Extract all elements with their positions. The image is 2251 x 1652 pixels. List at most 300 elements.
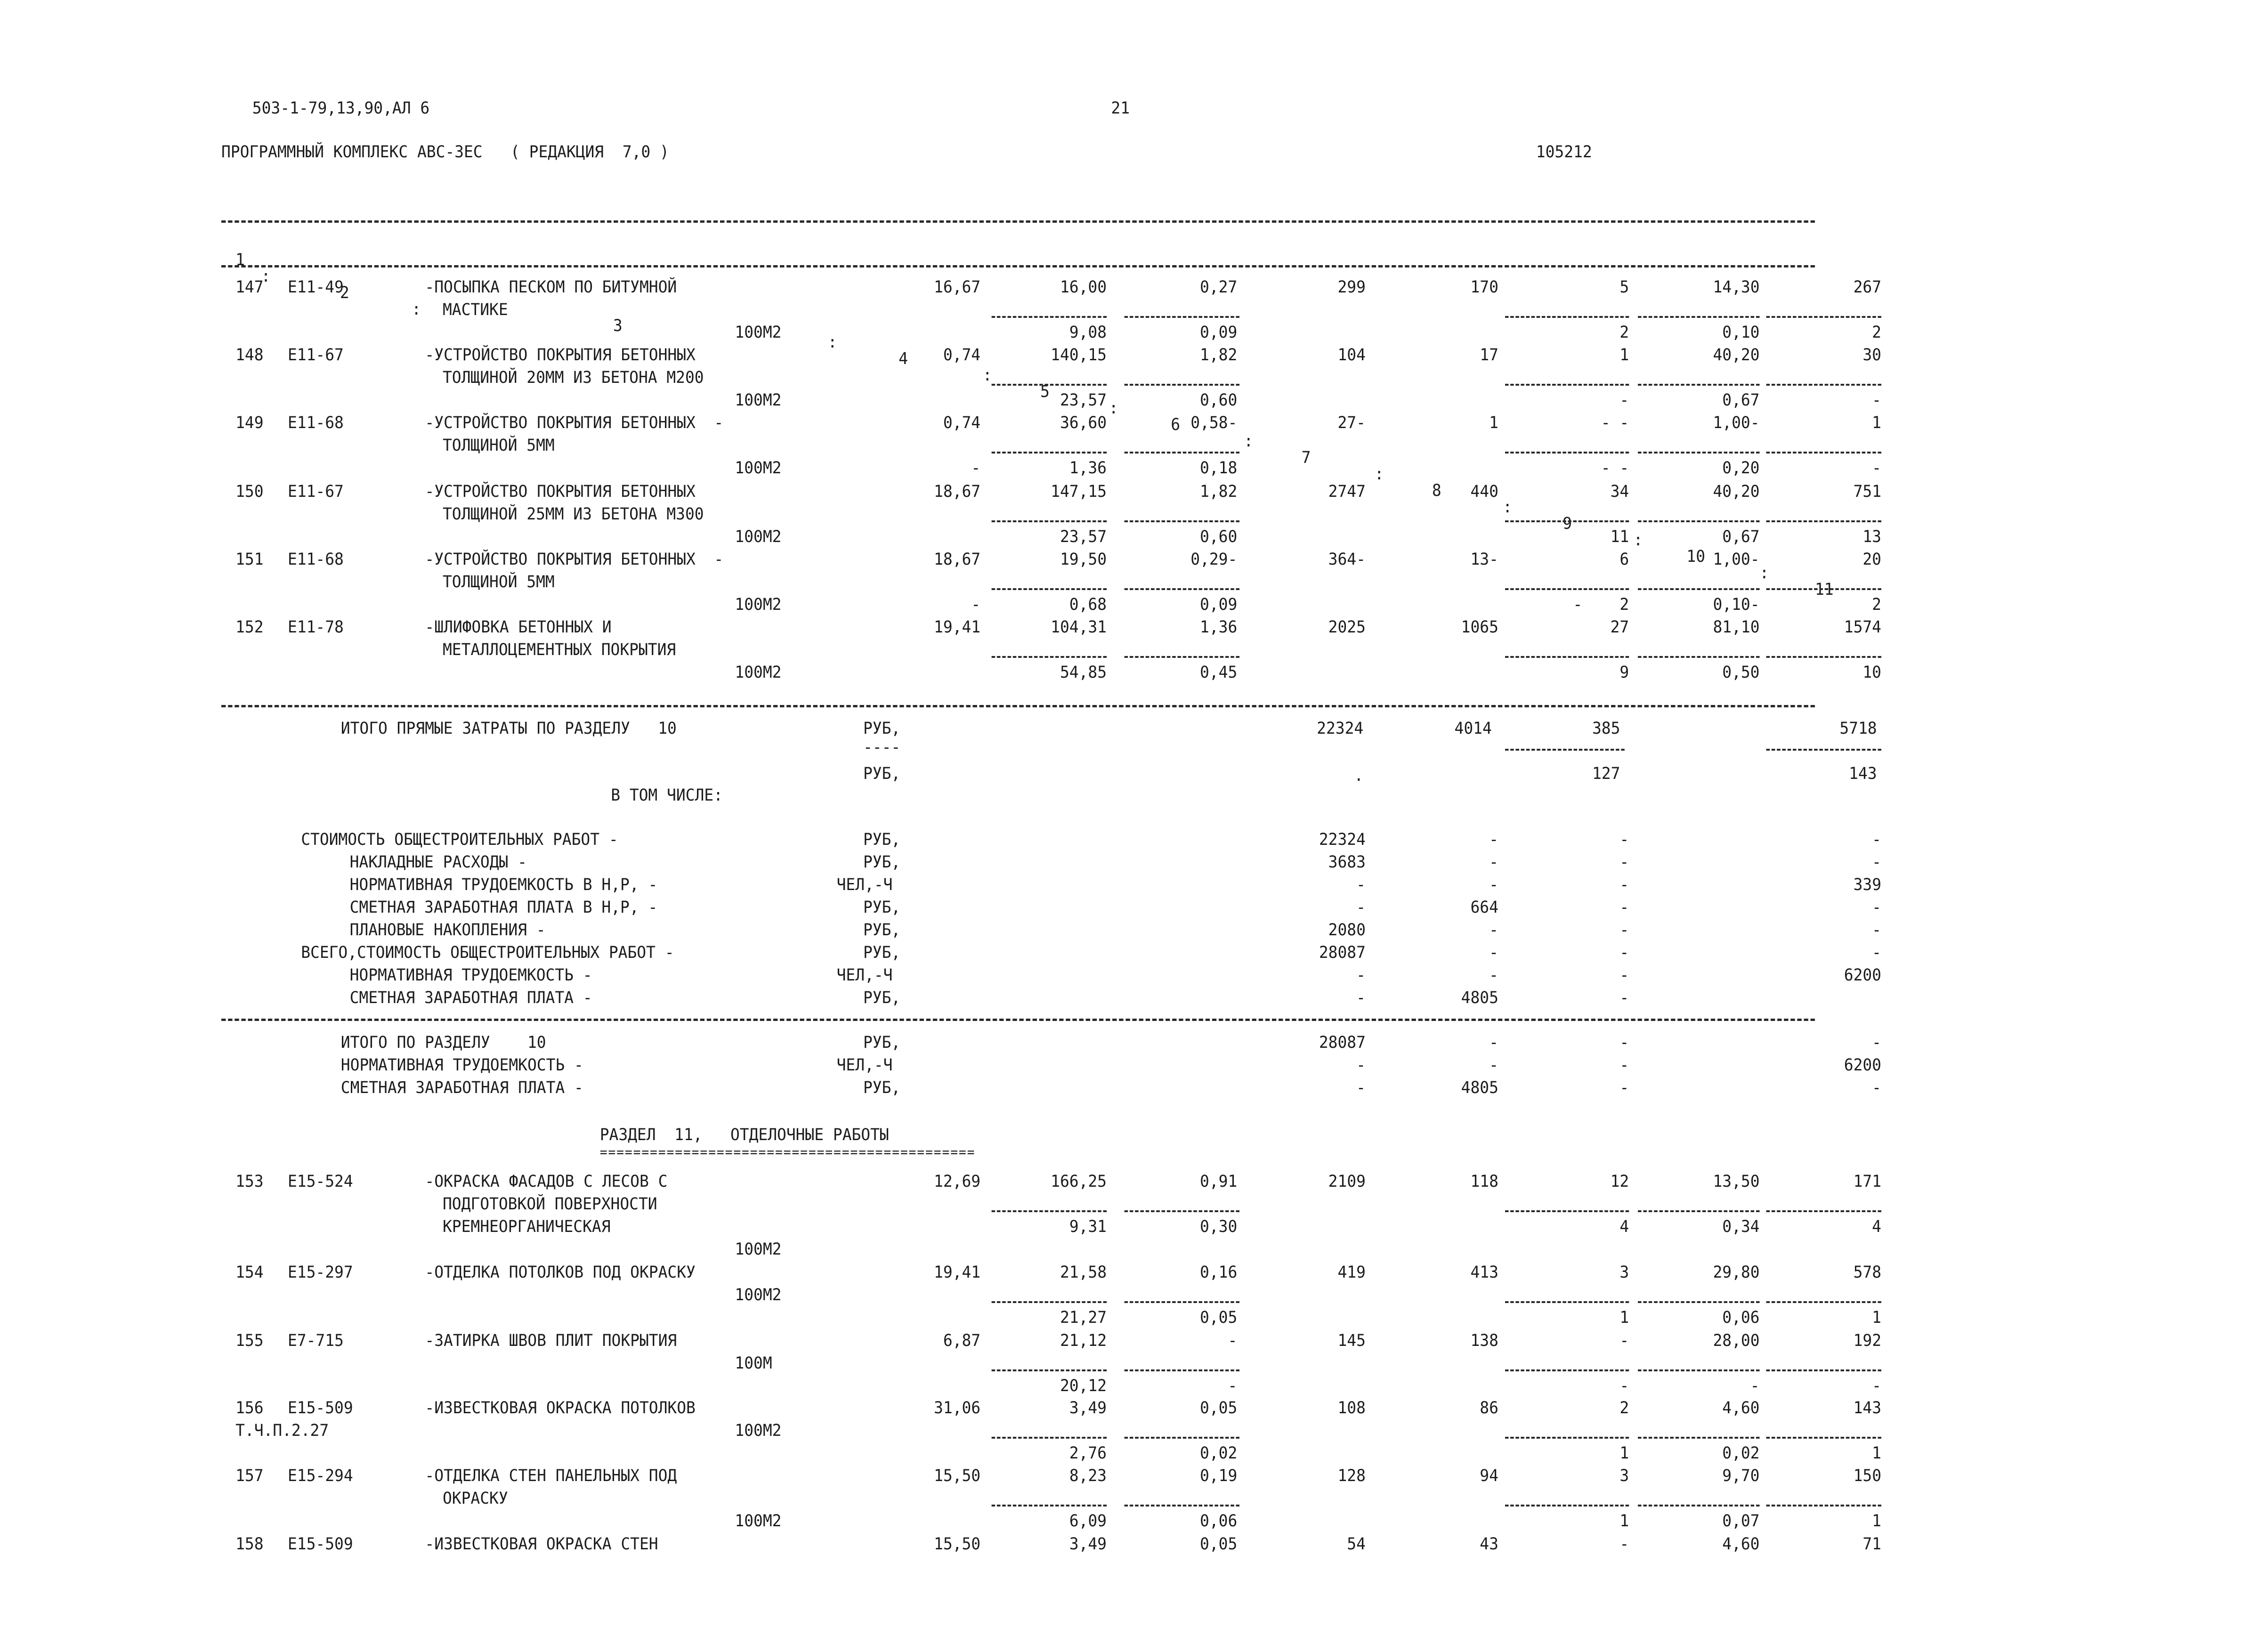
- cell-c10b: 0,50: [1722, 663, 1760, 682]
- col-sep: :: [1374, 465, 1384, 484]
- cell-c11b: -: [1872, 391, 1881, 410]
- cell-c7: 54: [1347, 1535, 1366, 1554]
- cell-c4: 6,87: [943, 1331, 981, 1350]
- cell-c5: 21,12: [1060, 1331, 1107, 1350]
- cell-c11: 20: [1862, 550, 1881, 569]
- section-11-underline: =============================================: [599, 1144, 976, 1160]
- including-title: В ТОМ ЧИСЛЕ:: [611, 786, 723, 805]
- cell-c9b: - 2: [1573, 595, 1629, 614]
- col-sep: :: [1633, 531, 1643, 550]
- breakdown-unit: РУБ,: [863, 830, 901, 849]
- row-description-2: ОКРАСКУ: [443, 1489, 508, 1508]
- cell-c11-divider: [1766, 1437, 1881, 1439]
- total-direct-c11b: 143: [1849, 764, 1877, 783]
- cell-c5: 21,58: [1060, 1263, 1107, 1282]
- cell-c9: 5: [1619, 278, 1629, 297]
- cell-c5b: 54,85: [1060, 663, 1107, 682]
- cell-c9b: 9: [1619, 663, 1629, 682]
- cell-c5-divider: [992, 1210, 1107, 1212]
- cell-c7: 27-: [1337, 413, 1366, 432]
- cell-c11: 578: [1853, 1263, 1881, 1282]
- row-code: Е11-68: [288, 550, 344, 569]
- row-description-2: МЕТАЛЛОЦЕМЕНТНЫХ ПОКРЫТИЯ: [443, 640, 676, 659]
- total-direct-c9: 385: [1592, 719, 1620, 738]
- breakdown-c11: -: [1872, 898, 1881, 917]
- breakdown-unit: РУБ,: [863, 853, 901, 872]
- cell-c5-divider: [992, 1301, 1107, 1303]
- row-description: -УСТРОЙСТВО ПОКРЫТИЯ БЕТОННЫХ -: [425, 413, 724, 432]
- cell-c11b: 1: [1872, 1512, 1881, 1531]
- cell-c9: 3: [1619, 1466, 1629, 1485]
- total-direct-c8: 4014: [1454, 719, 1492, 738]
- row-description: -ПОСЫПКА ПЕСКОМ ПО БИТУМНОЙ: [425, 278, 677, 297]
- cell-c7: 2747: [1328, 482, 1366, 501]
- cell-c11b: 13: [1862, 527, 1881, 546]
- section-total-unit: РУБ,: [863, 1033, 901, 1052]
- cell-c10b: 0,34: [1722, 1217, 1760, 1236]
- breakdown-c8: 664: [1470, 898, 1498, 917]
- col-7: 7: [1301, 448, 1311, 467]
- section-total-c8: -: [1489, 1056, 1498, 1075]
- cell-c6: 0,05: [1200, 1399, 1238, 1417]
- cell-c11b: -: [1872, 459, 1881, 478]
- row-number: 157: [235, 1466, 264, 1485]
- breakdown-label: НАКЛАДНЫЕ РАСХОДЫ -: [349, 853, 527, 872]
- col-8: 8: [1432, 481, 1441, 500]
- breakdown-c7: 3683: [1328, 853, 1366, 872]
- section-total-c7: 28087: [1319, 1033, 1366, 1052]
- cell-c7: 104: [1337, 346, 1366, 364]
- cell-c11b: -: [1872, 1377, 1881, 1395]
- breakdown-c8: -: [1489, 830, 1498, 849]
- cell-c7: 2109: [1328, 1172, 1366, 1191]
- cell-c4: 31,06: [934, 1399, 981, 1417]
- cell-c6-divider: [1125, 1505, 1239, 1506]
- cell-c8: 94: [1480, 1466, 1498, 1485]
- cell-c10: 1,00-: [1713, 413, 1760, 432]
- cell-c9-divider: [1505, 1437, 1629, 1439]
- row-unit: 100М2: [735, 1512, 782, 1531]
- total-direct-dashes: ----: [863, 738, 901, 757]
- cell-c4b: -: [971, 459, 981, 478]
- cell-c8: 43: [1480, 1535, 1498, 1554]
- cell-c10b: -: [1750, 1377, 1760, 1395]
- cell-c7: 128: [1337, 1466, 1366, 1485]
- breakdown-c7: 22324: [1319, 830, 1366, 849]
- breakdown-c8: -: [1489, 943, 1498, 962]
- cell-c10: 4,60: [1722, 1399, 1760, 1417]
- row-description: -УСТРОЙСТВО ПОКРЫТИЯ БЕТОННЫХ: [425, 482, 696, 501]
- total-direct-c7b: .: [1354, 766, 1364, 785]
- cell-c6: 1,82: [1200, 482, 1238, 501]
- cell-c9b: -: [1619, 1377, 1629, 1395]
- row-description-2: ПОДГОТОВКОЙ ПОВЕРХНОСТИ: [443, 1195, 657, 1214]
- cell-c6-divider: [1125, 1369, 1239, 1371]
- cell-c10b: 0,10-: [1713, 595, 1760, 614]
- row-unit: 100М2: [735, 1286, 782, 1304]
- row-description-2: ТОЛЩИНОЙ 25ММ ИЗ БЕТОНА М300: [443, 505, 704, 524]
- section-total-c11: -: [1872, 1033, 1881, 1052]
- row-description: -ИЗВЕСТКОВАЯ ОКРАСКА СТЕН: [425, 1535, 658, 1554]
- cell-c11-divider: [1766, 1369, 1881, 1371]
- breakdown-c11: 6200: [1844, 966, 1881, 985]
- cell-c10b: 0,02: [1722, 1444, 1760, 1463]
- breakdown-c7: 2080: [1328, 921, 1366, 939]
- cell-c10-divider: [1638, 1369, 1760, 1371]
- cell-c9b: 1: [1619, 1308, 1629, 1327]
- row-description: -ОТДЕЛКА ПОТОЛКОВ ПОД ОКРАСКУ: [425, 1263, 696, 1282]
- row-description-2: МАСТИКЕ: [443, 300, 508, 319]
- cell-c5-divider: [992, 1505, 1107, 1506]
- section-total-c9: -: [1619, 1078, 1629, 1097]
- cell-c5: 19,50: [1060, 550, 1107, 569]
- cell-c9: -: [1619, 1331, 1629, 1350]
- section-total-c8: -: [1489, 1033, 1498, 1052]
- breakdown-c7: -: [1356, 898, 1366, 917]
- row-code: Е15-297: [288, 1263, 353, 1282]
- col-11: 11: [1815, 580, 1834, 599]
- col-sep: :: [261, 267, 271, 286]
- cell-c11-divider: [1766, 1210, 1881, 1212]
- cell-c6: 1,36: [1200, 618, 1238, 637]
- cell-c11: 192: [1853, 1331, 1881, 1350]
- cell-c5b: 9,08: [1069, 323, 1107, 342]
- cell-c10-divider: [1638, 1301, 1760, 1303]
- cell-c4: 15,50: [934, 1466, 981, 1485]
- row-number: 158: [235, 1535, 264, 1554]
- cell-c6b: -: [1228, 1377, 1238, 1395]
- cell-c5b: 21,27: [1060, 1308, 1107, 1327]
- row-description: -ОКРАСКА ФАСАДОВ С ЛЕСОВ С: [425, 1172, 668, 1191]
- row-number: 152: [235, 618, 264, 637]
- cell-c8: 1065: [1461, 618, 1498, 637]
- section-total-label: НОРМАТИВНАЯ ТРУДОЕМКОСТЬ -: [340, 1056, 583, 1075]
- cell-c9-divider: [1505, 1301, 1629, 1303]
- cell-c4: 18,67: [934, 482, 981, 501]
- col-sep: :: [982, 366, 992, 385]
- cell-c6: 0,16: [1200, 1263, 1238, 1282]
- row-description: -ОТДЕЛКА СТЕН ПАНЕЛЬНЫХ ПОД: [425, 1466, 677, 1485]
- breakdown-c11: -: [1872, 853, 1881, 872]
- row-code: Е15-524: [288, 1172, 353, 1191]
- cell-c9b: 1: [1619, 1444, 1629, 1463]
- doc-code: 503-1-79,13,90,АЛ 6: [252, 99, 430, 118]
- breakdown-c8: -: [1489, 966, 1498, 985]
- cell-c4: 15,50: [934, 1535, 981, 1554]
- breakdown-c7: -: [1356, 988, 1366, 1007]
- row-description: -УСТРОЙСТВО ПОКРЫТИЯ БЕТОННЫХ -: [425, 550, 724, 569]
- cell-c7: 145: [1337, 1331, 1366, 1350]
- breakdown-c9: -: [1619, 898, 1629, 917]
- col-5: 5: [1040, 382, 1050, 401]
- cell-c6b: 0,09: [1200, 323, 1238, 342]
- cell-c9b: 2: [1619, 323, 1629, 342]
- cell-c11: 71: [1862, 1535, 1881, 1554]
- program-title: ПРОГРАММНЫЙ КОМПЛЕКС АВС-3ЕС ( РЕДАКЦИЯ 7,0 ): [221, 143, 669, 162]
- cell-c4: 0,74: [943, 346, 981, 364]
- cell-c5: 16,00: [1060, 278, 1107, 297]
- cell-c8: 17: [1480, 346, 1498, 364]
- cell-c10: 14,30: [1713, 278, 1760, 297]
- breakdown-unit: ЧЕЛ,-Ч: [836, 875, 893, 894]
- row-unit: 100М2: [735, 527, 782, 546]
- cell-c10b: 0,07: [1722, 1512, 1760, 1531]
- row-code: Е7-715: [288, 1331, 344, 1350]
- cell-c5b: 23,57: [1060, 527, 1107, 546]
- breakdown-c7: 28087: [1319, 943, 1366, 962]
- cell-c11: 751: [1853, 482, 1881, 501]
- breakdown-c8: -: [1489, 875, 1498, 894]
- breakdown-label: СМЕТНАЯ ЗАРАБОТНАЯ ПЛАТА В Н,Р, -: [349, 898, 658, 917]
- cell-c6: 0,05: [1200, 1535, 1238, 1554]
- breakdown-label: СТОИМОСТЬ ОБЩЕСТРОИТЕЛЬНЫХ РАБОТ -: [301, 830, 618, 849]
- breakdown-label: НОРМАТИВНАЯ ТРУДОЕМКОСТЬ -: [349, 966, 592, 985]
- cell-c6b: 0,09: [1200, 595, 1238, 614]
- cell-c9: 3: [1619, 1263, 1629, 1282]
- cell-c11: 30: [1862, 346, 1881, 364]
- cell-c10: 40,20: [1713, 482, 1760, 501]
- row-code: Е15-509: [288, 1535, 353, 1554]
- cell-c6b: 0,02: [1200, 1444, 1238, 1463]
- row-code: Е15-294: [288, 1466, 353, 1485]
- breakdown-c8: 4805: [1461, 988, 1498, 1007]
- cell-c9b: 4: [1619, 1217, 1629, 1236]
- cell-c6b: 0,45: [1200, 663, 1238, 682]
- breakdown-c11: 339: [1853, 875, 1881, 894]
- cell-c6: 0,29-: [1190, 550, 1238, 569]
- row-number: 153: [235, 1172, 264, 1191]
- cell-c7: 108: [1337, 1399, 1366, 1417]
- cell-c11: 267: [1853, 278, 1881, 297]
- cell-c11b: 2: [1872, 595, 1881, 614]
- row-unit: 100М2: [735, 663, 782, 682]
- cell-c4: 16,67: [934, 278, 981, 297]
- col-sep: :: [1109, 399, 1118, 418]
- row-description-3: КРЕМНЕОРГАНИЧЕСКАЯ: [443, 1217, 611, 1236]
- cell-c9-divider: [1505, 1505, 1629, 1506]
- row-code: Е11-67: [288, 346, 344, 364]
- row-code-2: Т.Ч.П.2.27: [235, 1421, 329, 1440]
- cell-c11b: 10: [1862, 663, 1881, 682]
- page-number: 21: [1111, 99, 1130, 118]
- cell-c11: 143: [1853, 1399, 1881, 1417]
- breakdown-c9: -: [1619, 943, 1629, 962]
- breakdown-c11: -: [1872, 943, 1881, 962]
- breakdown-c9: -: [1619, 966, 1629, 985]
- row-number: 155: [235, 1331, 264, 1350]
- cell-c8: 13-: [1470, 550, 1498, 569]
- cell-c6: 1,82: [1200, 346, 1238, 364]
- cell-c6-divider: [1125, 1210, 1239, 1212]
- cell-c7: 2025: [1328, 618, 1366, 637]
- section-total-c7: -: [1356, 1078, 1366, 1097]
- cell-c9b: -: [1619, 391, 1629, 410]
- cell-c7: 299: [1337, 278, 1366, 297]
- col-10: 10: [1686, 547, 1706, 566]
- cell-c10-divider: [1638, 1505, 1760, 1506]
- cell-c5: 3,49: [1069, 1535, 1107, 1554]
- cell-c10: 1,00-: [1713, 550, 1760, 569]
- cell-c4: 19,41: [934, 618, 981, 637]
- breakdown-c9: -: [1619, 875, 1629, 894]
- total-direct-c11: 5718: [1839, 719, 1877, 738]
- col-9: 9: [1563, 514, 1572, 533]
- cell-c11-divider: [1766, 1505, 1881, 1506]
- section-total-label: СМЕТНАЯ ЗАРАБОТНАЯ ПЛАТА -: [340, 1078, 583, 1097]
- col-sep: :: [412, 300, 421, 319]
- cell-c10: 4,60: [1722, 1535, 1760, 1554]
- cell-c6b: 0,60: [1200, 391, 1238, 410]
- cell-c8: 1: [1489, 413, 1498, 432]
- cell-c6b: 0,05: [1200, 1308, 1238, 1327]
- cell-c4: 18,67: [934, 550, 981, 569]
- cell-c6: 0,19: [1200, 1466, 1238, 1485]
- cell-c10b: 0,10: [1722, 323, 1760, 342]
- cell-c10: 28,00: [1713, 1331, 1760, 1350]
- row-unit: 100М2: [735, 323, 782, 342]
- row-number: 147: [235, 278, 264, 297]
- cell-c5-divider: [992, 1369, 1107, 1371]
- total-direct-unit2: РУБ,: [863, 764, 901, 783]
- breakdown-unit: РУБ,: [863, 898, 901, 917]
- cell-c10: 13,50: [1713, 1172, 1760, 1191]
- section-total-c7: -: [1356, 1056, 1366, 1075]
- breakdown-label: ПЛАНОВЫЕ НАКОПЛЕНИЯ -: [349, 921, 546, 939]
- cell-c10b: 0,20: [1722, 459, 1760, 478]
- cell-c8: 170: [1470, 278, 1498, 297]
- cell-c11-divider: [1766, 1301, 1881, 1303]
- cell-c8: 118: [1470, 1172, 1498, 1191]
- cell-c9: 2: [1619, 1399, 1629, 1417]
- row-unit: 100М2: [735, 1421, 782, 1440]
- breakdown-unit: РУБ,: [863, 943, 901, 962]
- section-total-c8: 4805: [1461, 1078, 1498, 1097]
- section-total-c9: -: [1619, 1033, 1629, 1052]
- cell-c5: 8,23: [1069, 1466, 1107, 1485]
- total-direct-label: ИТОГО ПРЯМЫЕ ЗАТРАТЫ ПО РАЗДЕЛУ 10: [340, 719, 677, 738]
- cell-c10b: 0,67: [1722, 527, 1760, 546]
- cell-c5: 166,25: [1051, 1172, 1107, 1191]
- section-total-c11: -: [1872, 1078, 1881, 1097]
- cell-c6: 0,27: [1200, 278, 1238, 297]
- cell-c5: 36,60: [1060, 413, 1107, 432]
- row-unit: 100М2: [735, 391, 782, 410]
- row-description: -ИЗВЕСТКОВАЯ ОКРАСКА ПОТОЛКОВ: [425, 1399, 696, 1417]
- cell-c10-divider: [1638, 1437, 1760, 1439]
- cell-c11: 1: [1872, 413, 1881, 432]
- cell-c9: 27: [1610, 618, 1629, 637]
- row-number: 151: [235, 550, 264, 569]
- col-sep: :: [1503, 498, 1513, 517]
- cell-c10-divider: [1638, 1210, 1760, 1212]
- cell-c4b: -: [971, 595, 981, 614]
- cell-c5b: 2,76: [1069, 1444, 1107, 1463]
- breakdown-unit: РУБ,: [863, 921, 901, 939]
- cell-c11b: 1: [1872, 1444, 1881, 1463]
- cell-c9: 12: [1610, 1172, 1629, 1191]
- cell-c10: 40,20: [1713, 346, 1760, 364]
- cell-c6: 0,58-: [1190, 413, 1238, 432]
- row-unit: 100М: [735, 1354, 772, 1373]
- cell-c11: 150: [1853, 1466, 1881, 1485]
- cell-c9: -: [1619, 1535, 1629, 1554]
- breakdown-c11: -: [1872, 921, 1881, 939]
- col-sep: :: [1244, 432, 1254, 451]
- row-unit: 100М2: [735, 1240, 782, 1259]
- breakdown-c9: -: [1619, 853, 1629, 872]
- breakdown-c8: -: [1489, 853, 1498, 872]
- row-description: -ШЛИФОВКА БЕТОННЫХ И: [425, 618, 612, 637]
- row-code: Е11-78: [288, 618, 344, 637]
- section-total-c11: 6200: [1844, 1056, 1881, 1075]
- row-number: 148: [235, 346, 264, 364]
- cell-c10: 9,70: [1722, 1466, 1760, 1485]
- row-number: 156: [235, 1399, 264, 1417]
- cell-c9: 34: [1610, 482, 1629, 501]
- cell-c9b: - -: [1601, 459, 1629, 478]
- doc-number: 105212: [1536, 143, 1592, 162]
- cell-c9: - -: [1601, 413, 1629, 432]
- cell-c9-divider: [1505, 1210, 1629, 1212]
- breakdown-label: НОРМАТИВНАЯ ТРУДОЕМКОСТЬ В Н,Р, -: [349, 875, 658, 894]
- cell-c6: 0,91: [1200, 1172, 1238, 1191]
- breakdown-c9: -: [1619, 988, 1629, 1007]
- breakdown-label: СМЕТНАЯ ЗАРАБОТНАЯ ПЛАТА -: [349, 988, 592, 1007]
- section-total-label: ИТОГО ПО РАЗДЕЛУ 10: [340, 1033, 546, 1052]
- row-code: Е11-68: [288, 413, 344, 432]
- cell-c4: 12,69: [934, 1172, 981, 1191]
- cell-c5b: 6,09: [1069, 1512, 1107, 1531]
- cell-c5b: 9,31: [1069, 1217, 1107, 1236]
- cell-c9: 1: [1619, 346, 1629, 364]
- cell-c6b: 0,18: [1200, 459, 1238, 478]
- cell-c9-divider: [1505, 1369, 1629, 1371]
- row-description: -УСТРОЙСТВО ПОКРЫТИЯ БЕТОННЫХ: [425, 346, 696, 364]
- total-direct-c7: 22324: [1317, 719, 1364, 738]
- row-number: 150: [235, 482, 264, 501]
- cell-c6b: 0,06: [1200, 1512, 1238, 1531]
- breakdown-label: ВСЕГО,СТОИМОСТЬ ОБЩЕСТРОИТЕЛЬНЫХ РАБОТ -: [301, 943, 674, 962]
- cell-c8: 413: [1470, 1263, 1498, 1282]
- cell-c10: 29,80: [1713, 1263, 1760, 1282]
- cell-c5: 147,15: [1051, 482, 1107, 501]
- cell-c9: 6: [1619, 550, 1629, 569]
- cell-c5: 104,31: [1051, 618, 1107, 637]
- breakdown-unit: ЧЕЛ,-Ч: [836, 966, 893, 985]
- cell-c7: 419: [1337, 1263, 1366, 1282]
- cell-c9b: 11: [1610, 527, 1629, 546]
- breakdown-c11: -: [1872, 830, 1881, 849]
- col-sep: :: [1759, 564, 1769, 583]
- cell-c10b: 0,67: [1722, 391, 1760, 410]
- cell-c11b: 2: [1872, 323, 1881, 342]
- cell-c6: -: [1228, 1331, 1238, 1350]
- row-description-2: ТОЛЩИНОЙ 5ММ: [443, 573, 555, 591]
- row-code: Е15-509: [288, 1399, 353, 1417]
- total-direct-c9b: 127: [1592, 764, 1620, 783]
- section-total-unit: ЧЕЛ,-Ч: [836, 1056, 893, 1075]
- cell-c5b: 1,36: [1069, 459, 1107, 478]
- section-total-c9: -: [1619, 1056, 1629, 1075]
- section-total-unit: РУБ,: [863, 1078, 901, 1097]
- row-number: 149: [235, 413, 264, 432]
- row-number: 154: [235, 1263, 264, 1282]
- col-1: 1: [235, 251, 245, 269]
- cell-c8: 440: [1470, 482, 1498, 501]
- cell-c6b: 0,30: [1200, 1217, 1238, 1236]
- total-direct-unit: РУБ,: [863, 719, 901, 738]
- cell-c11b: 1: [1872, 1308, 1881, 1327]
